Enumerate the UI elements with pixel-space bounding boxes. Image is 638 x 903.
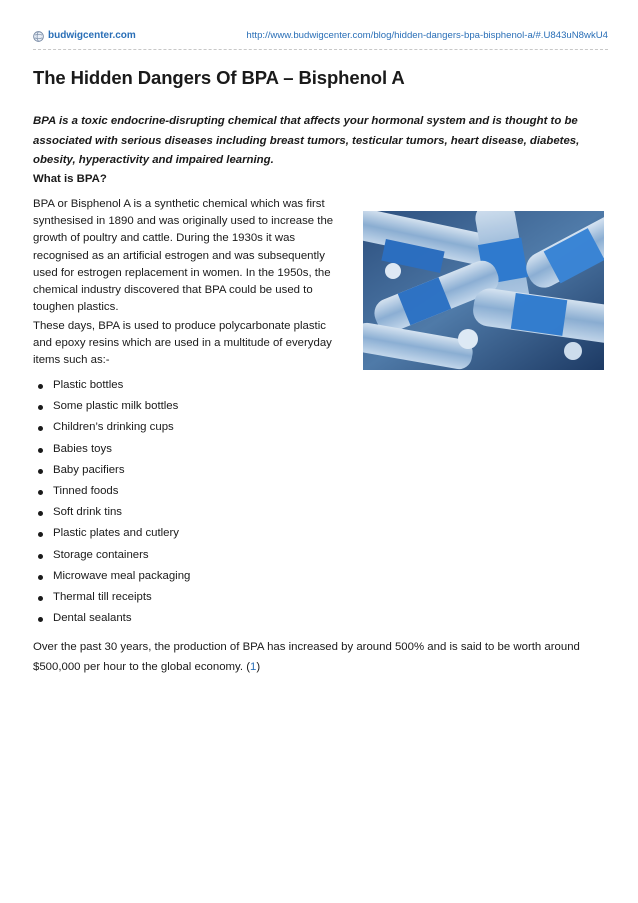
article-lead: BPA is a toxic endocrine-disrupting chemical that affects your hormonal system and is thought to be associated with serious diseases including breast tumors, testicular tumors, heart disease, diabetes, obesity, hyperactivity and impaired learning. <box>33 115 580 166</box>
header-divider <box>33 49 608 50</box>
list-item: Children’s drinking cups <box>33 417 190 438</box>
site-name[interactable]: budwigcenter.com <box>48 30 136 41</box>
paragraph-1: BPA or Bisphenol A is a synthetic chemical which was first synthesised in 1890 and was originally used to increase the growth of poultry and cattle. During the 1930s it was recognised as an artificial estrogen and was subsequently used for estrogen replacement in women. In the 1950s, the chemical industry discovered that BPA could be used to toughen plastics. <box>33 198 334 314</box>
bullet-dot-icon <box>38 426 43 431</box>
bullet-dot-icon <box>38 469 43 474</box>
list-item: Microwave meal packaging <box>33 566 190 587</box>
paragraph-2: These days, BPA is used to produce polycarbonate plastic and epoxy resins which are used in a multitude of everyday items such as:- <box>33 320 332 367</box>
section-heading: What is BPA? <box>33 173 107 185</box>
list-item: Plastic bottles <box>33 375 190 396</box>
bullet-dot-icon <box>38 532 43 537</box>
reference-link[interactable]: 1 <box>250 660 257 673</box>
bullet-dot-icon <box>38 384 43 389</box>
bullet-dot-icon <box>38 448 43 453</box>
bullet-dot-icon <box>38 617 43 622</box>
site-link[interactable] <box>33 28 136 44</box>
bpa-items-list <box>33 375 190 629</box>
bullet-dot-icon <box>38 575 43 580</box>
list-item: Tinned foods <box>33 481 190 502</box>
bullet-dot-icon <box>38 405 43 410</box>
list-item: Babies toys <box>33 439 190 460</box>
list-item: Soft drink tins <box>33 502 190 523</box>
list-item: Thermal till receipts <box>33 587 190 608</box>
paragraph-3: Over the past 30 years, the production of BPA has increased by around 500% and is said to be worth around $500,000 per hour to the global economy. (1) <box>33 641 580 673</box>
globe-icon <box>33 31 44 42</box>
list-item: Dental sealants <box>33 608 190 629</box>
bullet-dot-icon <box>38 490 43 495</box>
page-header <box>33 28 608 44</box>
bullet-dot-icon <box>38 511 43 516</box>
page-url-link[interactable]: http://www.budwigcenter.com/blog/hidden-dangers-bpa-bisphenol-a/#.U843uN8wkU4 <box>246 30 608 41</box>
list-item: Some plastic milk bottles <box>33 396 190 417</box>
bullet-dot-icon <box>38 596 43 601</box>
plastic-bottles-photo <box>363 211 604 370</box>
list-item: Plastic plates and cutlery <box>33 523 190 544</box>
bullet-dot-icon <box>38 554 43 559</box>
list-item: Storage containers <box>33 545 190 566</box>
list-item: Baby pacifiers <box>33 460 190 481</box>
article-title: The Hidden Dangers Of BPA – Bisphenol A <box>33 67 405 88</box>
